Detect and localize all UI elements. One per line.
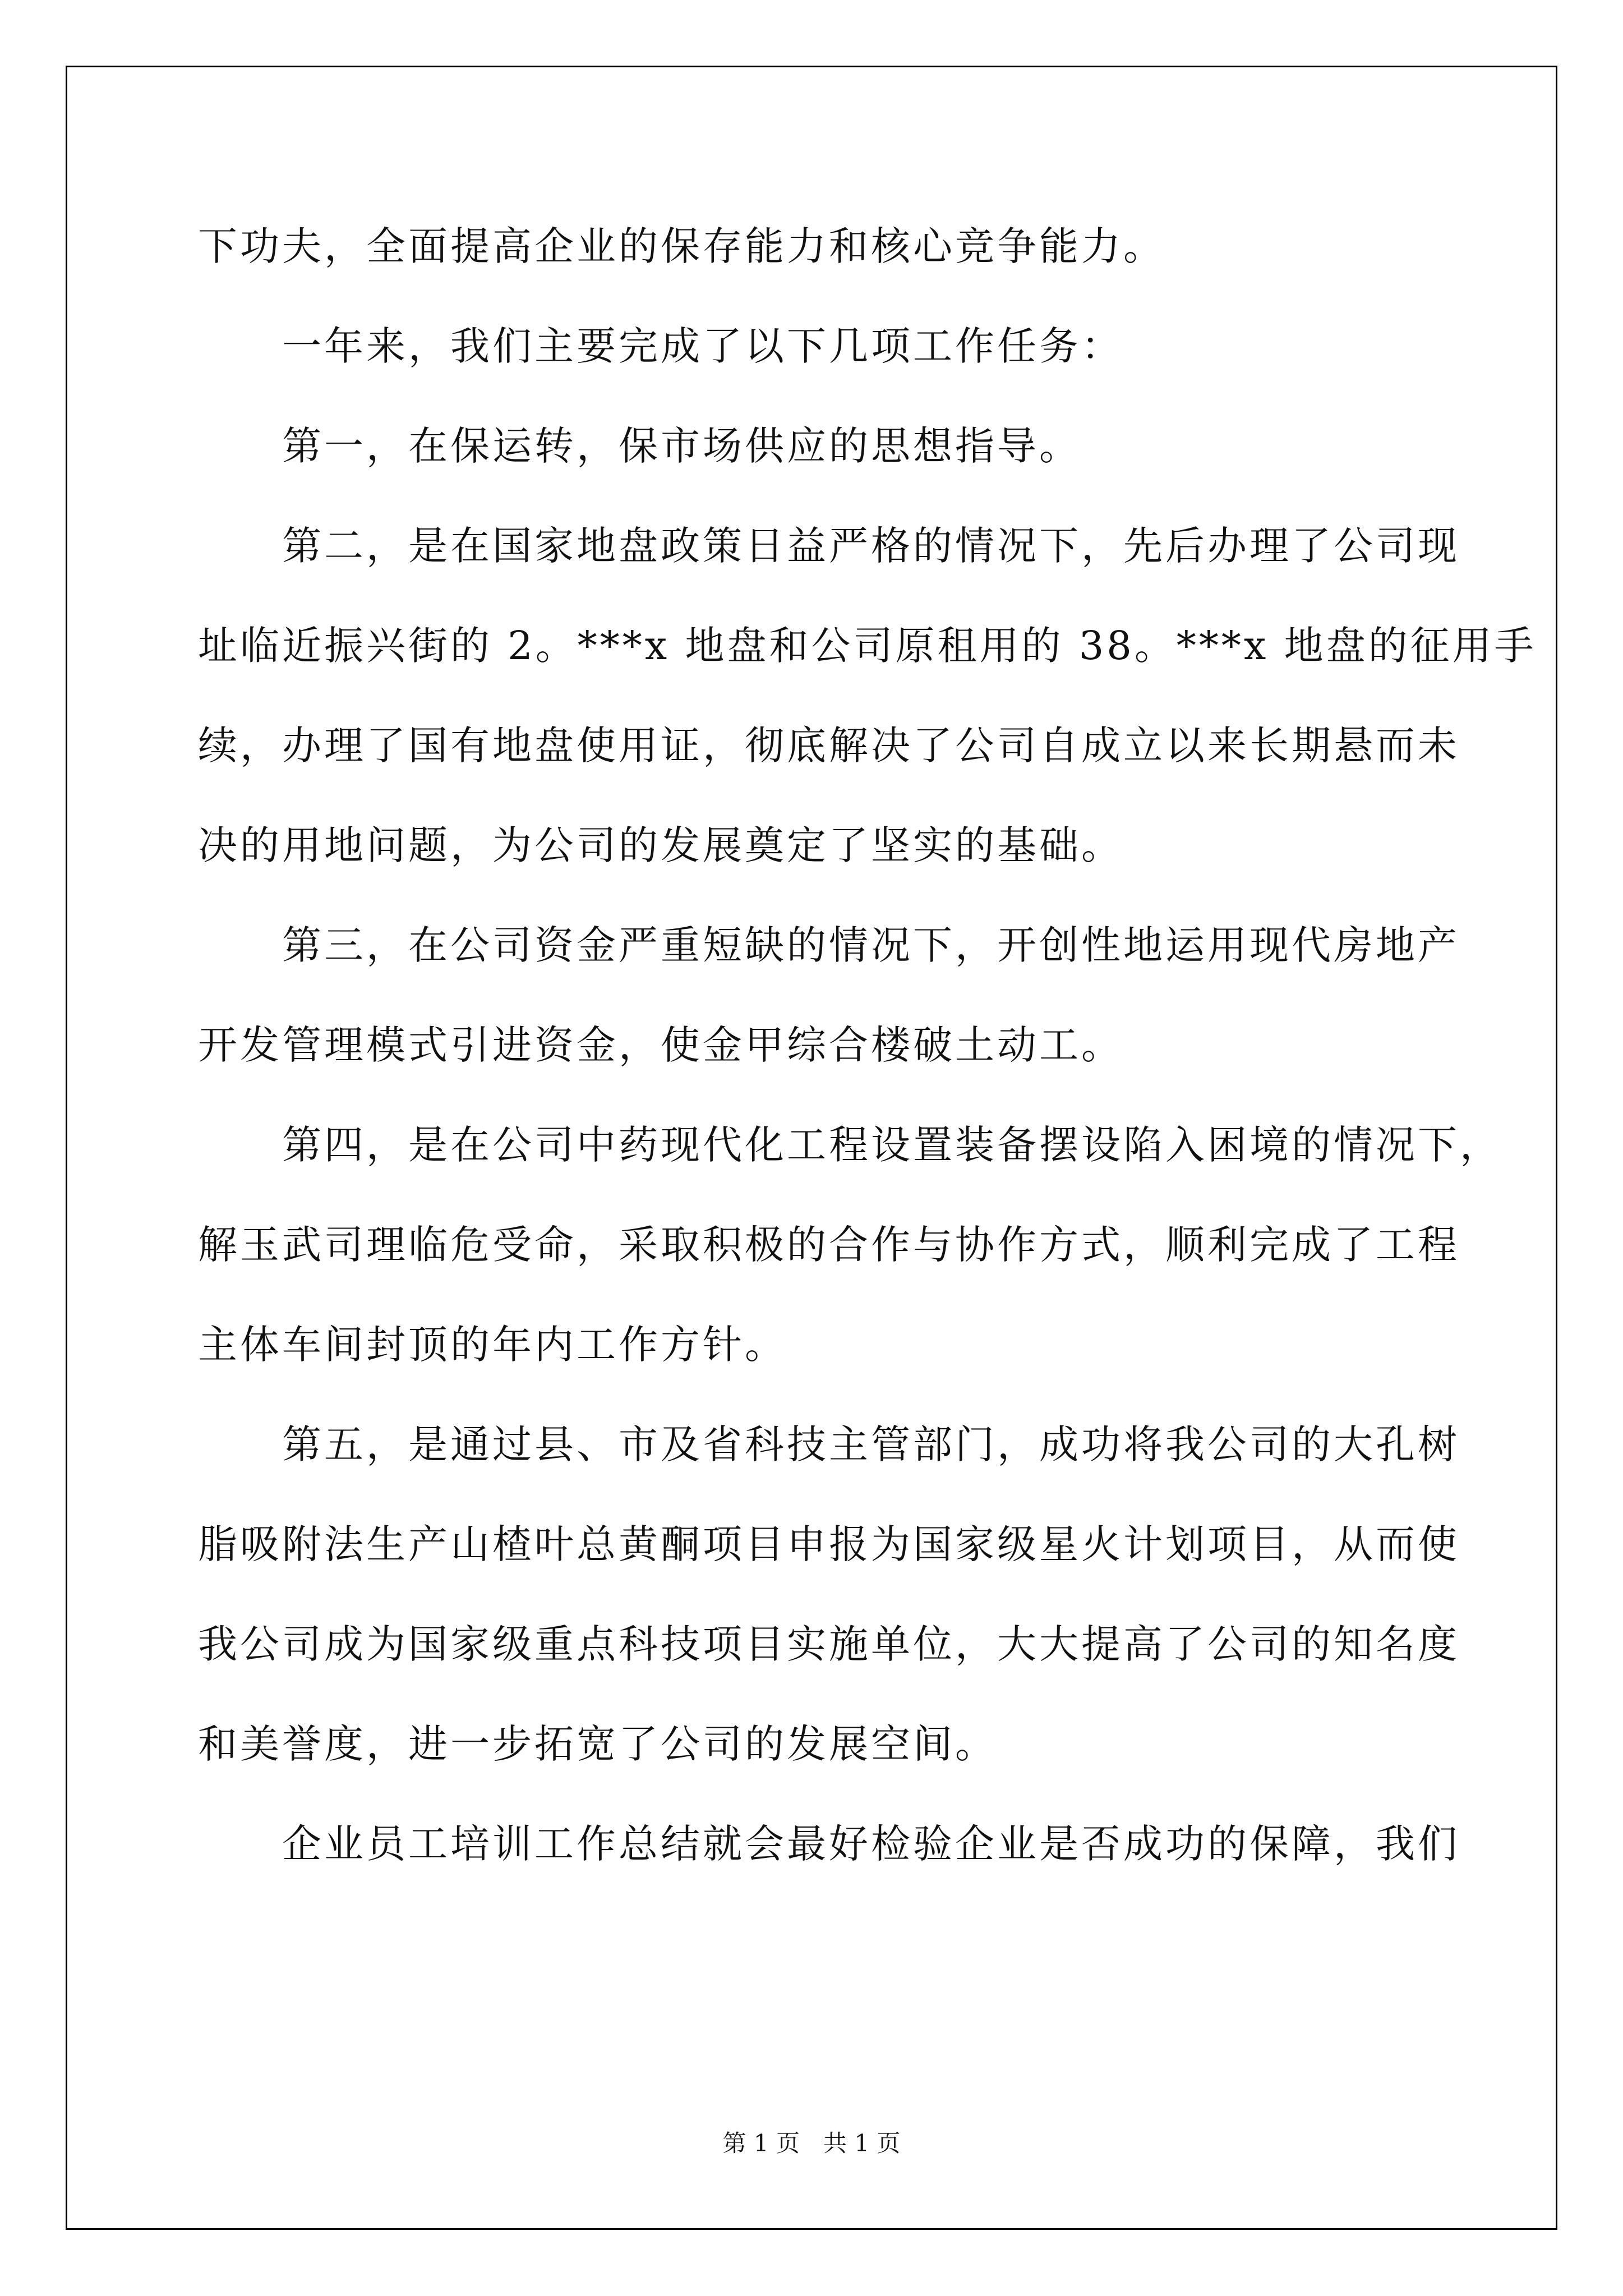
text-line: 址临近振兴街的 2。***x 地盘和公司原租用的 38。***x 地盘的征用手 (198, 623, 1537, 669)
text-line: 下功夫，全面提高企业的保存能力和核心竞争能力。 (198, 223, 1165, 269)
text-line: 开发管理模式引进资金，使金甲综合楼破土动工。 (198, 1022, 1123, 1068)
page-number: 第 1 页 共 1 页 (722, 2129, 901, 2157)
text-line: 企业员工培训工作总结就会最好检验企业是否成功的保障，我们 (282, 1821, 1460, 1867)
text-line: 续，办理了国有地盘使用证，彻底解决了公司自成立以来长期悬而未 (198, 723, 1460, 769)
text-line: 第四，是在公司中药现代化工程设置装备摆设陷入困境的情况下， (282, 1122, 1502, 1168)
text-line: 决的用地问题，为公司的发展奠定了坚实的基础。 (198, 822, 1123, 868)
text-line: 第五，是通过县、市及省科技主管部门，成功将我公司的大孔树 (282, 1421, 1460, 1467)
text-line: 和美誉度，进一步拓宽了公司的发展空间。 (198, 1721, 997, 1767)
text-line: 脂吸附法生产山楂叶总黄酮项目申报为国家级星火计划项目，从而使 (198, 1521, 1460, 1567)
text-line: 第二，是在国家地盘政策日益严格的情况下，先后办理了公司现 (282, 523, 1460, 569)
text-line: 第一，在保运转，保市场供应的思想指导。 (282, 423, 1081, 469)
text-line: 我公司成为国家级重点科技项目实施单位，大大提高了公司的知名度 (198, 1621, 1460, 1667)
text-line: 解玉武司理临危受命，采取积极的合作与协作方式，顺利完成了工程 (198, 1222, 1460, 1268)
text-line: 主体车间封顶的年内工作方针。 (198, 1322, 787, 1368)
text-line: 第三，在公司资金严重短缺的情况下，开创性地运用现代房地产 (282, 922, 1460, 968)
text-line: 一年来，我们主要完成了以下几项工作任务： (282, 323, 1123, 369)
